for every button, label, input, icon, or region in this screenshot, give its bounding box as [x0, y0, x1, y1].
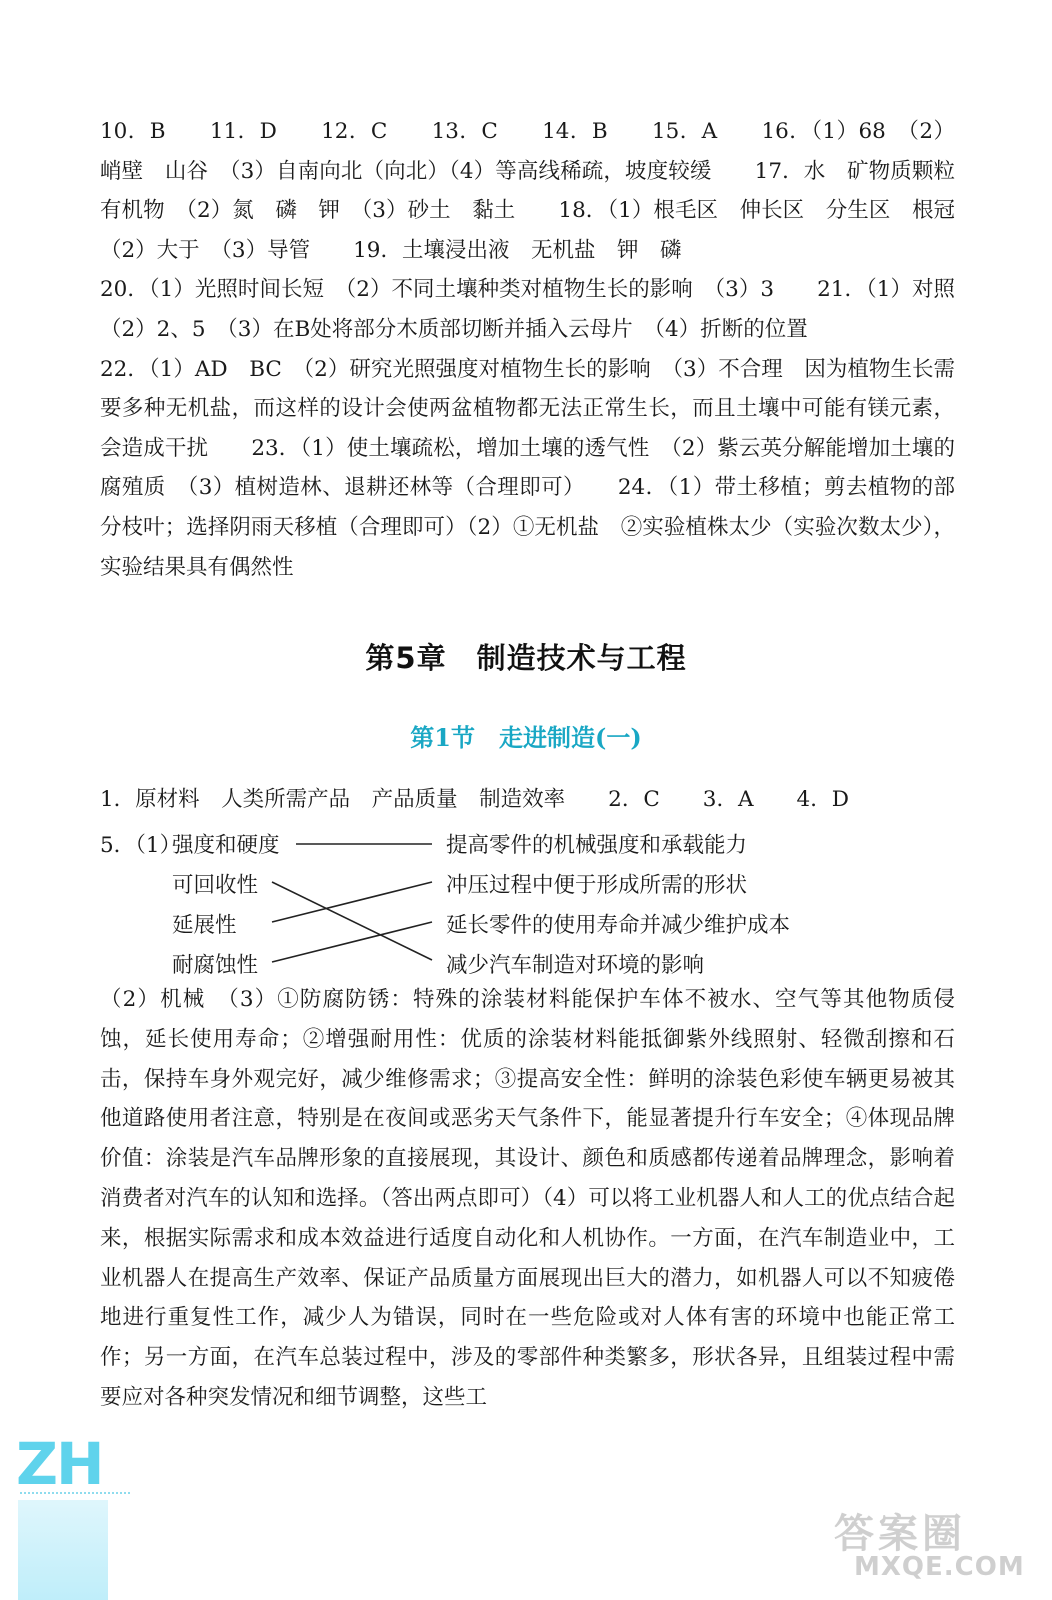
- answers-paragraph-3: 22．（1）AD BC （2）研究光照强度对植物生长的影响 （3）不合理 因为植物生长需要多种无机盐，而这样的设计会使两盆植物都无法正常生长，而且土壤中可能有镁元素，会造成干扰 23．（1）使土壤疏松，增加土壤的透气性 （2）紫云英分解能增加土壤的腐殖质 （3）植树造林、退耕还林等（合理即可） 24．（1）带土移植；剪去植物的部分枝叶；选择阴雨天移植（合理即可）（2）①无机盐 ②实验植株太少（实验次数太少），实验结果具有偶然性: [100, 356, 955, 580]
- section-title: 第1节 走进制造(一): [410, 723, 642, 752]
- match-line-3: [272, 882, 432, 922]
- match-right-4: 减少汽车制造对环境的影响: [446, 953, 705, 978]
- zh-logo: ZH: [16, 1430, 103, 1498]
- match-line-4: [272, 922, 432, 962]
- watermark-line2: MXQE.COM: [854, 1552, 1025, 1582]
- match-line-2: [272, 882, 432, 960]
- match-left-1: 强度和硬度: [172, 833, 280, 858]
- q5-prefix: 5．（1）: [100, 833, 182, 858]
- q1-line: 1．原材料 人类所需产品 产品质量 制造效率 2．C 3．A 4．D: [100, 787, 849, 812]
- match-right-1: 提高零件的机械强度和承载能力: [446, 833, 748, 858]
- tail-paragraph: （2）机械 （3）①防腐防锈：特殊的涂装材料能保护车体不被水、空气等其他物质侵蚀，延长使用寿命；②增强耐用性：优质的涂装材料能抵御紫外线照射、轻微刮擦和石击，保持车身外观完好，减少维修需求；③提高安全性：鲜明的涂装色彩使车辆更易被其他道路使用者注意，特别是在夜间或恶劣天气条件下，能显著提升行车安全；④体现品牌价值：涂装是汽车品牌形象的直接展现，其设计、颜色和质感都传递着品牌理念，影响着消费者对汽车的认知和选择。（答出两点即可）（4）可以将工业机器人和人工的优点结合起来，根据实际需求和成本效益进行适度自动化和人机协作。一方面，在汽车制造业中，工业机器人在提高生产效率、保证产品质量方面展现出巨大的潜力，如机器人可以不知疲倦地进行重复性工作，减少人为错误，同时在一些危险或对人体有害的环境中也能正常工作；另一方面，在汽车总装过程中，涉及的零部件种类繁多，形状各异，且组装过程中需要应对各种突发情况和细节调整，这些工: [100, 987, 955, 1410]
- watermark-line1: 答案圈: [834, 1511, 966, 1557]
- answers-paragraph-2: 20．（1）光照时间长短 （2）不同土壤种类对植物生长的影响 （3）3 21．（1）对照 （2）2、5 （3）在B处将部分木质部切断并插入云母片 （4）折断的位置: [100, 277, 977, 342]
- chapter-title: 第5章 制造技术与工程: [365, 641, 687, 675]
- logo-dotted-line: [20, 1492, 130, 1496]
- match-left-4: 耐腐蚀性: [172, 953, 259, 978]
- answers-paragraph-1: 10．B 11．D 12．C 13．C 14．B 15．A 16．（1）68 （2）峭壁 山谷 （3）自南向北（向北）（4）等高线稀疏，坡度较缓 17．水 矿物质颗粒 有机物 （2）氮 磷 钾 （3）砂土 黏土 18．（1）根毛区 伸长区 分生区 根冠 （2）大于 （3）导管 19．土壤浸出液 无机盐 钾 磷: [100, 119, 977, 263]
- section-answers-line: [100, 780, 955, 820]
- match-right-3: 延长零件的使用寿命并减少维护成本: [446, 913, 791, 938]
- match-left-3: 延展性: [172, 913, 237, 938]
- logo-color-bar: [18, 1500, 108, 1600]
- answers-continuation: [100, 980, 955, 1418]
- match-left-2: 可回收性: [172, 873, 259, 898]
- watermark: [814, 1502, 1034, 1592]
- answers-block: [100, 112, 977, 587]
- match-right-2: 冲压过程中便于形成所需的形状: [446, 873, 748, 898]
- matching-question: [100, 820, 960, 985]
